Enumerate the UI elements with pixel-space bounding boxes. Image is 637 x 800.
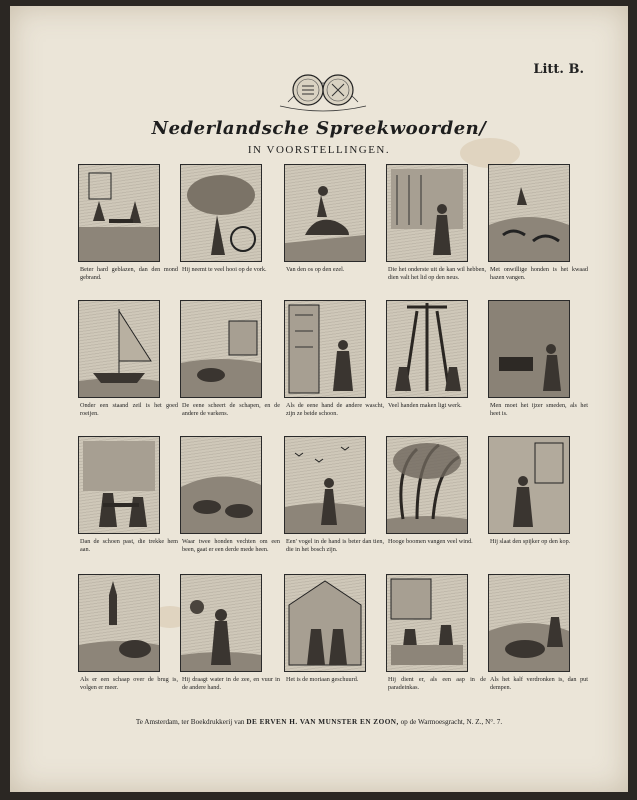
woodcut-illustration	[488, 574, 570, 672]
sheet-subtitle: IN VOORSTELLINGEN.	[247, 144, 391, 156]
woodcut-illustration	[78, 164, 160, 262]
woodcut-illustration	[488, 164, 570, 262]
imprint-publisher: DE ERVEN H. VAN MUNSTER EN ZOON,	[246, 718, 399, 726]
proverb-caption: Die het onderste uit de kan wil hebben, dien valt het lid op den neus.	[388, 266, 486, 281]
proverb-caption: Met onwillige honden is het kwaad hazen vangen.	[490, 266, 588, 281]
proverb-caption: Van den os op den ezel.	[286, 266, 345, 273]
proverb-caption: Hij neemt te veel hooi op de vork.	[182, 266, 267, 273]
proverb-caption: Als er een schaap over de brug is, volgen er meer.	[80, 676, 178, 691]
woodcut-illustration	[284, 164, 366, 262]
proverb-caption: Onder een staand zeil is het goed roeijen.	[80, 402, 178, 417]
proverb-caption: Beter hard geblazen, dan den mond gebrand.	[80, 266, 178, 281]
woodcut-illustration	[488, 300, 570, 398]
woodcut-illustration	[386, 436, 468, 534]
imprint-address: op de Warmoesgracht, N. Z., N°. 7.	[400, 718, 503, 726]
woodcut-illustration	[180, 164, 262, 262]
woodcut-illustration	[386, 574, 468, 672]
woodcut-illustration	[78, 300, 160, 398]
proverb-caption: Een' vogel in de hand is beter dan tien, die in het bosch zijn.	[286, 538, 384, 553]
coat-of-arms-emblem	[278, 62, 368, 114]
proverb-caption: Waar twee honden vechten om een been, gaat er een derde mede heen.	[182, 538, 280, 553]
proverb-caption: Veel handen maken ligt werk.	[388, 402, 462, 409]
woodcut-illustration	[78, 574, 160, 672]
broadsheet-page	[10, 6, 628, 792]
publisher-imprint	[10, 718, 628, 726]
woodcut-illustration	[284, 574, 366, 672]
proverb-caption: Hij dient er, als een aap in de paradeinkas.	[388, 676, 486, 691]
proverb-caption: Dan de schoen past, die trekke hem aan.	[80, 538, 178, 553]
proverb-caption: Als de eene hand de andere wascht, zijn ze beide schoon.	[286, 402, 384, 417]
proverb-caption: Het is de moriaan geschuurd.	[286, 676, 359, 683]
woodcut-illustration	[386, 164, 468, 262]
proverb-caption: Men moet het ijzer smeden, als het heet is.	[490, 402, 588, 417]
woodcut-illustration	[78, 436, 160, 534]
woodcut-illustration	[180, 300, 262, 398]
woodcut-illustration	[488, 436, 570, 534]
proverb-caption: Hij draagt water in de zee, en vuur in de andere hand.	[182, 676, 280, 691]
imprint-prefix: Te Amsterdam, ter Boekdrukkerij van	[135, 718, 245, 726]
woodcut-illustration	[180, 436, 262, 534]
proverb-caption: Hooge boomen vangen veel wind.	[388, 538, 473, 545]
proverb-caption: Hij slaat den spijker op den kop.	[490, 538, 571, 545]
proverb-caption: Als het kalf verdronken is, dan put dempen.	[490, 676, 588, 691]
sheet-title: Nederlandsche Spreekwoorden/	[151, 118, 487, 139]
woodcut-illustration	[180, 574, 262, 672]
proverb-caption: De eene scheert de schapen, en de andere de varkens.	[182, 402, 280, 417]
woodcut-illustration	[386, 300, 468, 398]
woodcut-illustration	[284, 436, 366, 534]
sheet-letter-label: Litt. B.	[533, 62, 584, 77]
woodcut-illustration	[284, 300, 366, 398]
